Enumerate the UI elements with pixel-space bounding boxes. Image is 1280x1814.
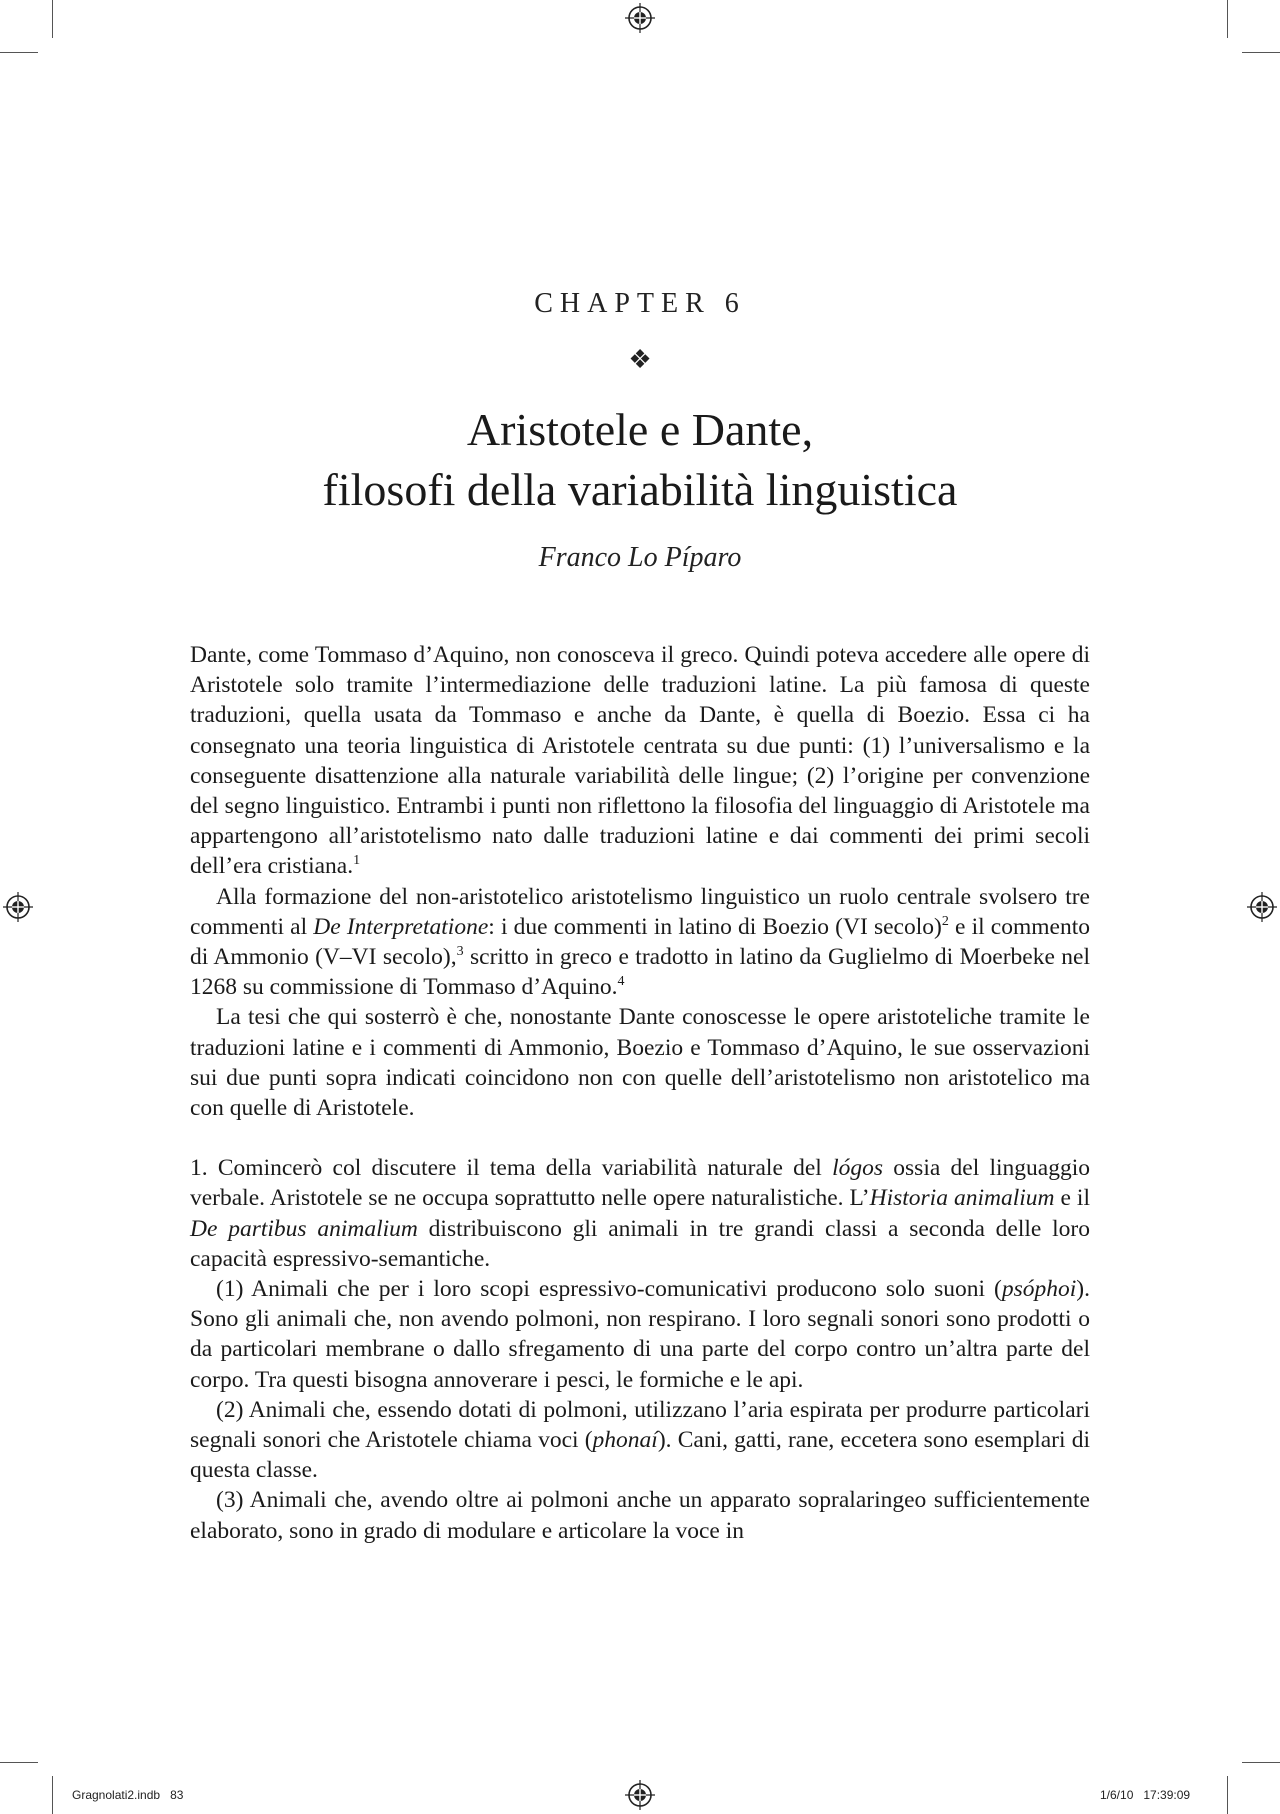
crop-mark: [1227, 1776, 1228, 1814]
registration-mark-icon: [3, 892, 33, 922]
paragraph-text: ossia del linguaggio verbale. Aristotele se ne occupa soprattutto nelle opere naturalistiche. L’: [190, 1155, 1090, 1212]
paragraph-thesis: [190, 1002, 1090, 1123]
work-title: De Interpretatione: [313, 913, 489, 940]
paragraph-text: ). Sono gli animali che, non avendo polmoni, non respirano. I loro segnali sonori sono prodotti o da particolari membrane o dallo sfregamento di una parte del corpo contro un’altra parte del corpo. Tra questi bisogna annoverare i pesci, le formiche e le api.: [190, 1276, 1090, 1393]
paragraph-intro: [190, 640, 1090, 882]
paragraph-text: La tesi che qui sosterrò è che, nonostante Dante conoscesse le opere aristoteliche tramite le traduzioni latine e i commenti di Ammonio, Boezio e Tommaso d’Aquino, le sue osservazioni sui due punti sopra indicati coincidono non con quelle dell’aristotelismo non aristotelico ma con quelle di Aristotele.: [190, 1004, 1090, 1122]
chapter-title-line-1: Aristotele e Dante,: [466, 404, 814, 455]
greek-term: lógos: [832, 1155, 884, 1182]
paragraph-text: e il commento di Ammonio (V–VI secolo),: [190, 913, 1091, 971]
paragraph-section-1: [190, 1153, 1090, 1274]
footnote-ref: 1: [353, 853, 361, 869]
crop-mark: [0, 52, 38, 53]
crop-mark: [1242, 1762, 1280, 1763]
footnote-ref: 2: [941, 913, 949, 929]
registration-mark-icon: [625, 1780, 655, 1810]
paragraph-text: Dante, come Tommaso d’Aquino, non conosceva il greco. Quindi poteva accedere alle opere di Aristotele solo tramite l’intermediazione delle traduzioni latine. La più famosa di queste traduzioni, quella usata da Tommaso e anche da Dante, è quella di Boezio. Essa ci ha consegnato una teoria linguistica di Aristotele centrata su due punti: (1) l’universalismo e la conseguente disattenzione alla naturale variabilità delle lingue; (2) l’origine per convenzione del segno linguistico. Entrambi i punti non riflettono la filosofia del linguaggio di Aristotele ma appartengono all’aristotelismo nato dalle traduzioni latine e dai commenti dei primi secoli dell’era cristiana.: [190, 642, 1090, 880]
footer-date-time: 1/6/10 17:39:09: [1100, 1788, 1191, 1802]
greek-term: phonaí: [592, 1427, 658, 1454]
paragraph-text: Alla formazione del non-aristotelico aristotelismo linguistico un ruolo centrale svolsero tre commenti al: [190, 883, 1090, 940]
ornament-icon: ❖: [628, 345, 652, 374]
crop-mark: [52, 0, 53, 38]
greek-term: psóphoi: [1001, 1276, 1077, 1303]
paragraph-class-2: [190, 1395, 1090, 1486]
chapter-title: [0, 400, 1280, 520]
paragraph-text: 1. Comincerò col discutere il tema della variabilità naturale del: [190, 1155, 833, 1182]
work-title: Historia animalium: [869, 1185, 1055, 1212]
paragraph-text: ). Cani, gatti, rane, eccetera sono esemplari di questa classe.: [190, 1427, 1090, 1484]
work-title: De partibus animalium: [190, 1215, 418, 1242]
crop-mark: [52, 1776, 53, 1814]
paragraph-class-3: [190, 1485, 1090, 1545]
paragraph-text: e il: [1054, 1185, 1090, 1212]
body-text: [190, 640, 1090, 1546]
author-name: Franco Lo Píparo: [538, 542, 742, 573]
paragraph-commentaries: [190, 882, 1090, 1003]
paragraph-class-1: [190, 1274, 1090, 1395]
paragraph-text: scritto in greco e tradotto in latino da Guglielmo di Moerbeke nel 1268 su commissione di Tommaso d’Aquino.: [190, 944, 1090, 1001]
paragraph-text: : i due commenti in latino di Boezio (VI secolo): [488, 913, 942, 940]
footnote-ref: 4: [617, 974, 625, 990]
chapter-title-line-2: filosofi della variabilità linguistica: [322, 464, 958, 515]
crop-mark: [1242, 52, 1280, 53]
paragraph-text: distribuiscono gli animali in tre grandi classi a seconda delle loro capacità espressivo-semantiche.: [190, 1215, 1090, 1272]
crop-mark: [1227, 0, 1228, 38]
paragraph-text: (1) Animali che per i loro scopi espressivo-comunicativi producono solo suoni (: [216, 1276, 1002, 1303]
footnote-ref: 3: [456, 944, 464, 960]
registration-mark-icon: [1247, 892, 1277, 922]
crop-mark: [0, 1762, 38, 1763]
registration-mark-icon: [625, 3, 655, 33]
paragraph-text: (3) Animali che, avendo oltre ai polmoni anche un apparato sopralaringeo sufficientemente elaborato, sono in grado di modulare e articolare la voce in: [190, 1487, 1090, 1544]
chapter-label: CHAPTER 6: [534, 288, 746, 319]
footer-file-info: Gragnolati2.indb 83: [72, 1788, 184, 1802]
paragraph-text: (2) Animali che, essendo dotati di polmoni, utilizzano l’aria espirata per produrre particolari segnali sonori che Aristotele chiama voci (: [190, 1396, 1090, 1454]
